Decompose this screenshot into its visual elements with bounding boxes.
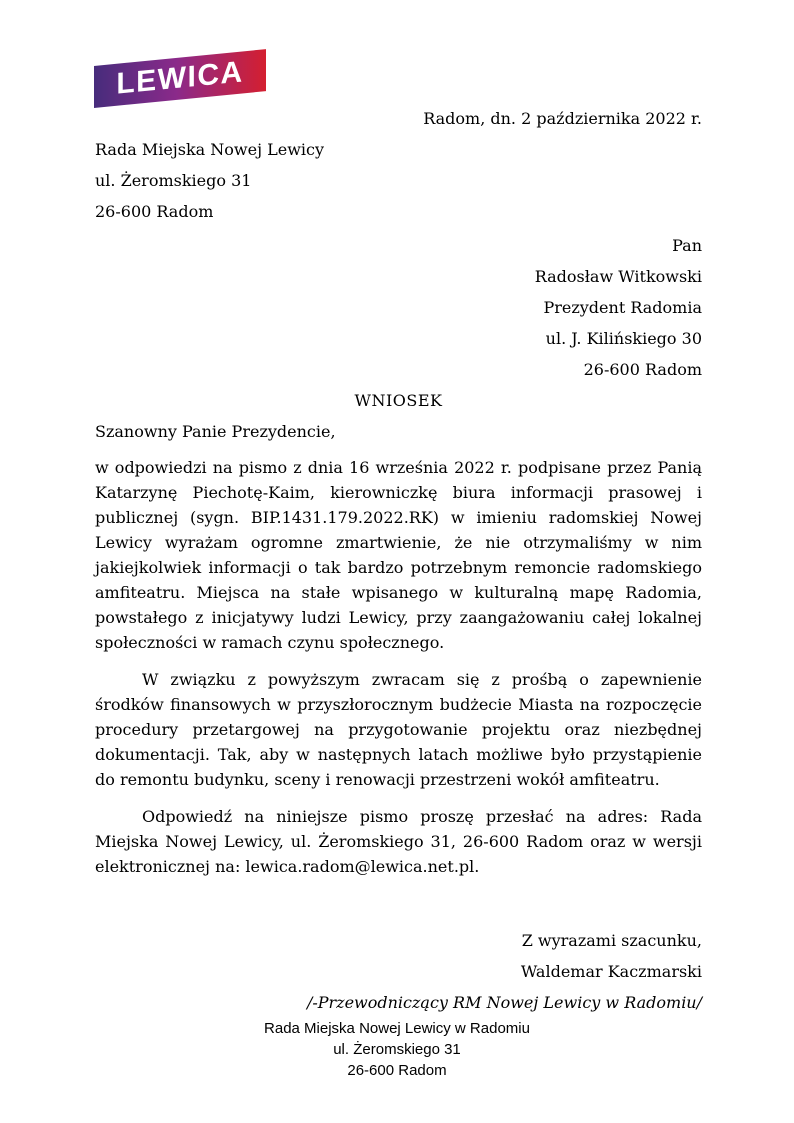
- sender-street: ul. Żeromskiego 31: [95, 171, 252, 190]
- recipient-address-block: [95, 230, 702, 385]
- recipient-name: Radosław Witkowski: [534, 267, 702, 286]
- sender-address-block: [95, 134, 702, 227]
- lewica-logo-text: LEWICA: [116, 55, 244, 101]
- footer-org-name: Rada Miejska Nowej Lewicy w Radomiu: [264, 1020, 530, 1037]
- footer-city: 26-600 Radom: [347, 1062, 447, 1079]
- closing-block: [95, 925, 702, 1018]
- sender-name: Rada Miejska Nowej Lewicy: [95, 140, 325, 159]
- recipient-salutation: Pan: [672, 236, 702, 255]
- date-line: Radom, dn. 2 października 2022 r.: [423, 109, 702, 128]
- valediction: Z wyrazami szacunku,: [521, 931, 702, 950]
- footer-address-block: [0, 1018, 794, 1081]
- footer-street: ul. Żeromskiego 31: [333, 1041, 461, 1058]
- recipient-street: ul. J. Kilińskiego 30: [545, 329, 702, 348]
- salutation: Szanowny Panie Prezydencie,: [95, 422, 336, 441]
- body-paragraph-2: W związku z powyższym zwracam się z prośbą o zapewnienie środków finansowych w przyszłorocznym budżecie Miasta na rozpoczęcie procedury przetargowej na przygotowanie projektu oraz niezbędnej dokumentacji. Tak, aby w następnych latach możliwe było przystąpienie do remontu budynku, sceny i renowacji przestrzeni wokół amfiteatru.: [95, 670, 702, 789]
- body-paragraph-1: w odpowiedzi na pismo z dnia 16 września 2022 r. podpisane przez Panią Katarzynę Piechotę-Kaim, kierowniczkę biura informacji prasowej i publicznej (sygn. BIP.1431.179.2022.RK) w imieniu radomskiej Nowej Lewicy wyrażam ogromne zmartwienie, że nie otrzymaliśmy w nim jakiejkolwiek informacji o tak bardzo potrzebnym remoncie radomskiego amfiteatru. Miejsca na stałe wpisanego w kulturalną mapę Radomia, powstałego z inicjatywy ludzi Lewicy, przy zaangażowaniu całej lokalnej społeczności w ramach czynu społecznego.: [95, 458, 702, 652]
- document-title: WNIOSEK: [354, 391, 443, 410]
- recipient-city: 26-600 Radom: [583, 360, 702, 379]
- sender-city: 26-600 Radom: [95, 202, 214, 221]
- lewica-logo: [94, 49, 266, 108]
- body-paragraph-3: Odpowiedź na niniejsze pismo proszę przesłać na adres: Rada Miejska Nowej Lewicy, ul. Żeromskiego 31, 26-600 Radom oraz w wersji elektronicznej na: lewica.radom@lewica.net.pl.: [95, 807, 702, 876]
- signatory-role: /-Przewodniczący RM Nowej Lewicy w Radomiu/: [306, 993, 702, 1012]
- recipient-title: Prezydent Radomia: [543, 298, 702, 317]
- signatory-name: Waldemar Kaczmarski: [520, 962, 702, 981]
